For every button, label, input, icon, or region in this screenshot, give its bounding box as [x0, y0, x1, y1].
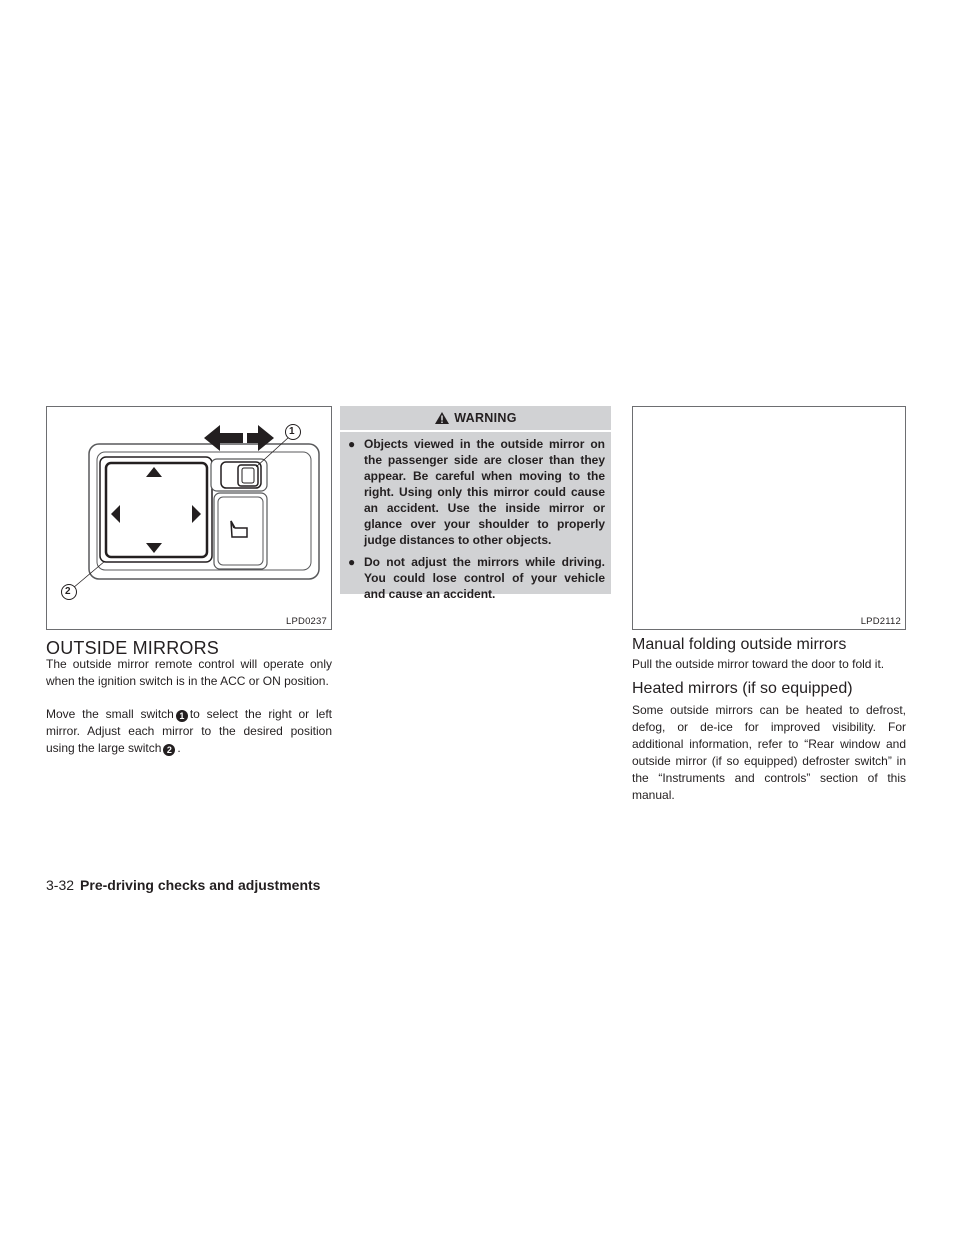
figure-code: LPD2112: [860, 616, 901, 627]
folding-mirror-figure: [632, 406, 906, 630]
mirror-switch-illustration: [47, 407, 331, 629]
bullet-icon: ●: [348, 437, 356, 451]
paragraph-manual-folding: Pull the outside mirror toward the door to fold it.: [632, 657, 885, 671]
subheading-manual-folding: Manual folding outside mirrors: [632, 636, 847, 653]
paragraph-heated-mirrors: Some outside mirrors can be heated to defrost, defog, or de-ice for improved visibility. For additional information, refer to “Rear window and outside mirror (if so equipped) defroster switch” in the “Instruments and controls” section of this manual.: [632, 703, 906, 802]
callout-1-marker: 1: [176, 710, 188, 722]
para-text-c: .: [177, 741, 181, 755]
warning-triangle-icon: [434, 411, 450, 425]
para-text-a: Move the small switch: [46, 707, 174, 721]
section-heading: OUTSIDE MIRRORS: [46, 638, 220, 658]
footer-section-title: Pre-driving checks and adjustments: [80, 877, 321, 893]
warning-item: [346, 554, 605, 602]
paragraph-switch-usage: [46, 706, 332, 757]
callout-2-label: 2: [65, 586, 71, 597]
subheading-heated-mirrors: Heated mirrors (if so equipped): [632, 680, 853, 697]
warning-item: [346, 436, 605, 548]
warning-box: [340, 406, 611, 601]
warning-item-text: Do not adjust the mirrors while driving. You could lose control of your vehicle and cause an accident.: [364, 555, 605, 601]
para-text-b: to select the right or left mirror. Adjust each mirror to the desired position using the large switch: [46, 707, 332, 755]
bullet-icon: ●: [348, 555, 356, 569]
page-footer: [46, 877, 320, 893]
paragraph-ignition: The outside mirror remote control will operate only when the ignition switch is in the ACC or ON position.: [46, 657, 332, 688]
warning-header: [340, 406, 611, 432]
mirror-switch-figure: [46, 406, 332, 630]
warning-list: [340, 432, 611, 614]
page-number: 3-32: [46, 877, 75, 893]
warning-item-text: Objects viewed in the outside mirror on the passenger side are closer than they appear. Be careful when moving to the right. Using only this mirror could cause an accident. Use the inside mirror or glance over your shoulder to properly judge distances to other objects.: [364, 437, 605, 547]
callout-2-marker: 2: [163, 744, 175, 756]
warning-title: WARNING: [454, 411, 517, 425]
figure-code: LPD0237: [285, 616, 327, 627]
callout-1-label: 1: [289, 426, 295, 437]
